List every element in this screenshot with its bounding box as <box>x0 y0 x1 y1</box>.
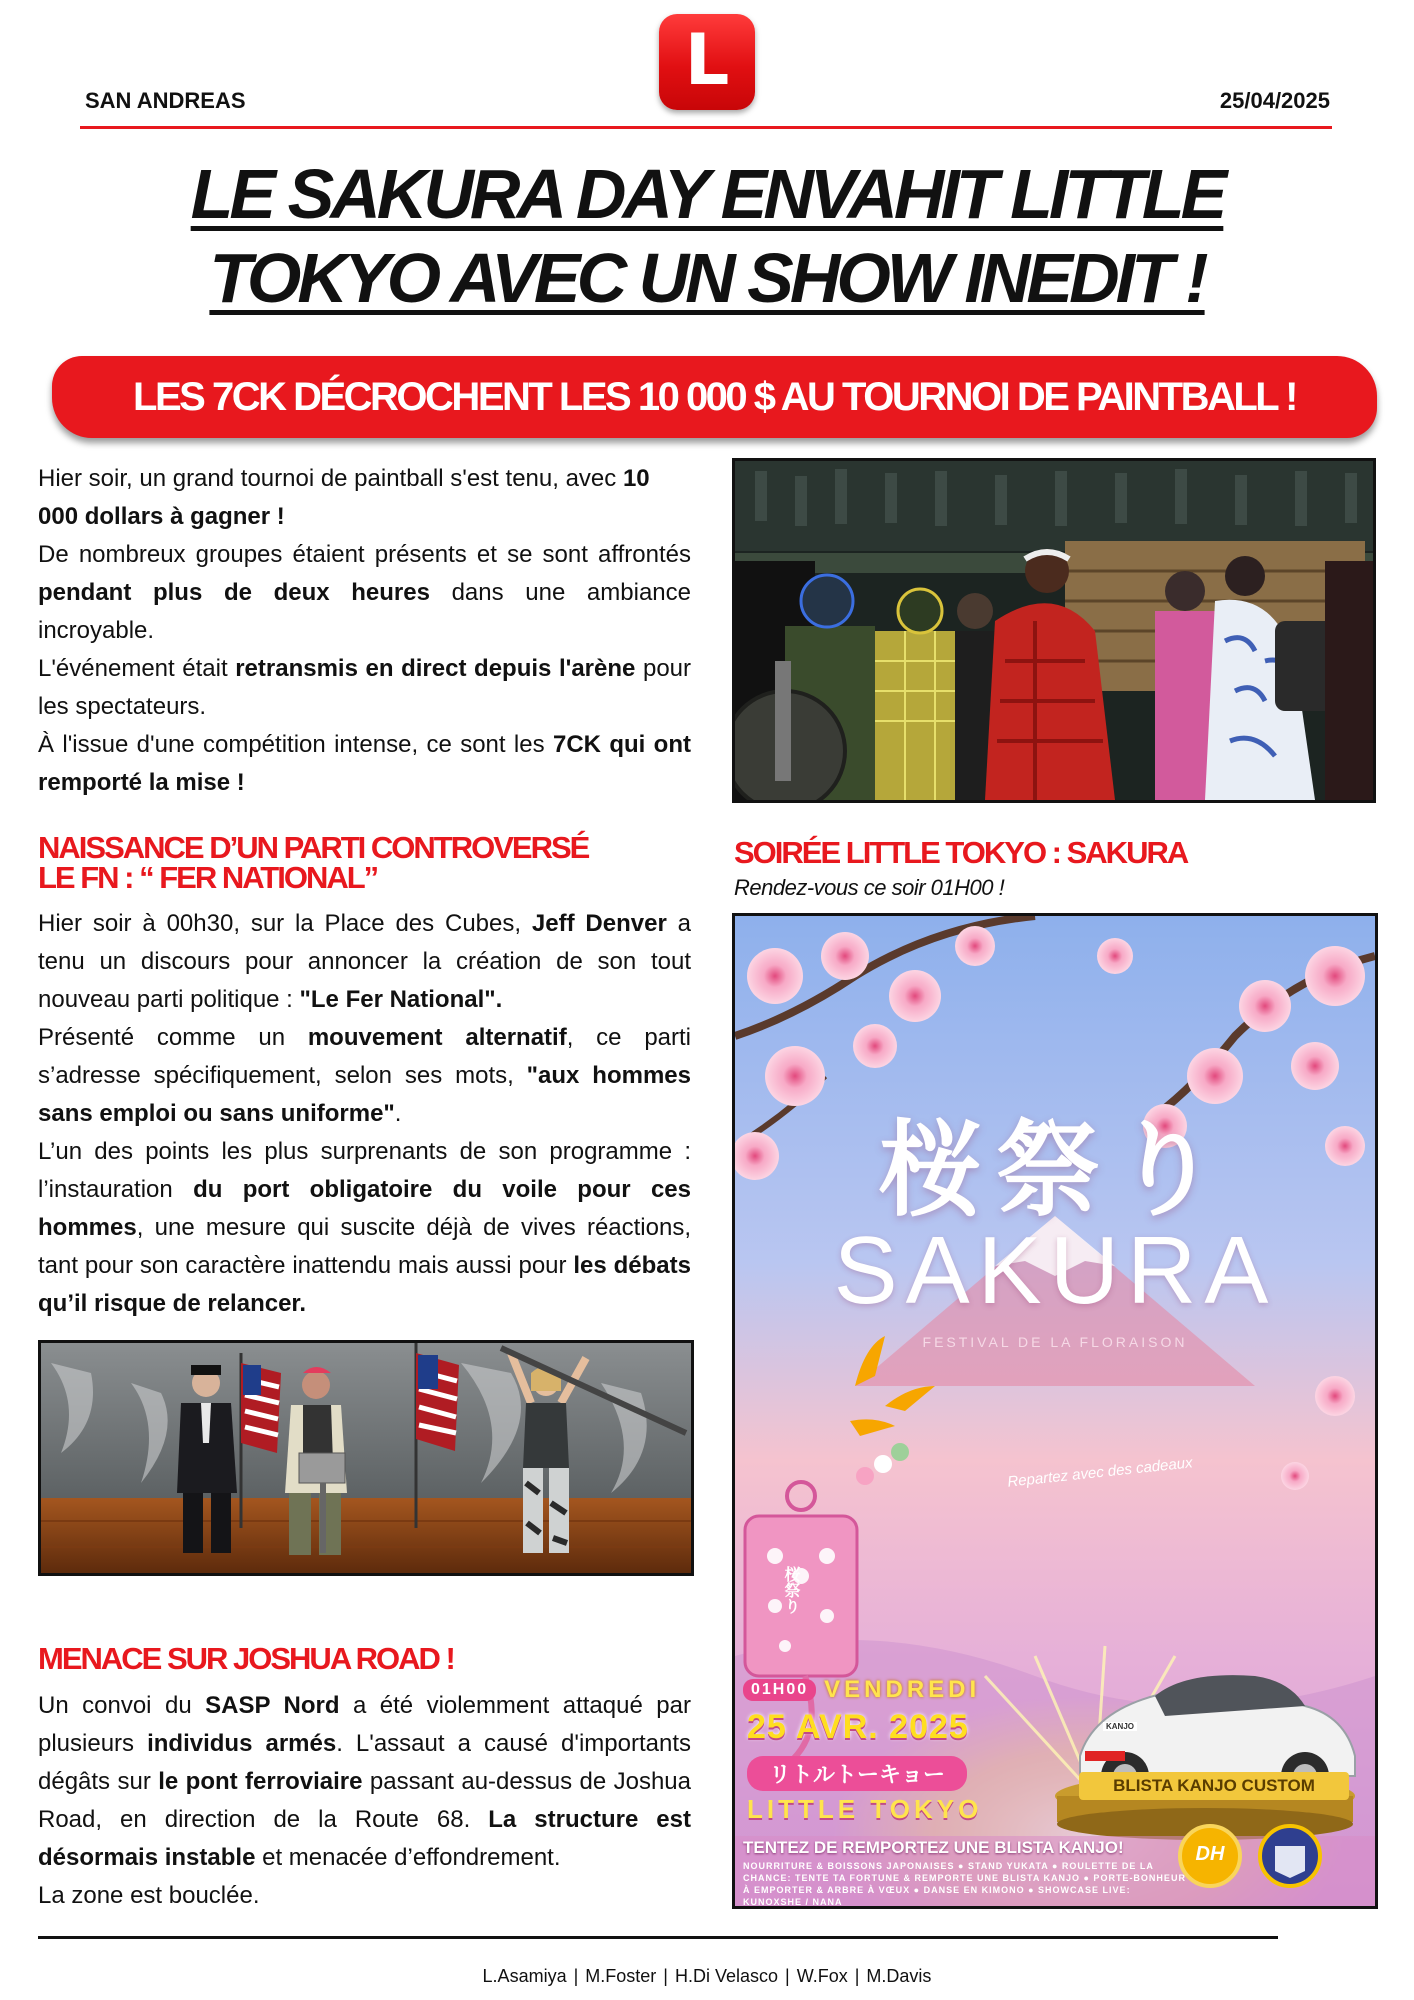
credit-author: W.Fox <box>796 1966 848 1986</box>
credit-author: M.Foster <box>585 1966 657 1986</box>
text-run-bold: pendant plus de deux heures <box>38 579 430 606</box>
poster-car-label: BLISTA KANJO CUSTOM <box>1079 1772 1349 1800</box>
text-run: L'événement était <box>38 655 236 682</box>
paintball-paragraph-4 <box>38 726 691 802</box>
text-run-bold: mouvement alternatif <box>307 1024 567 1051</box>
logo-letter: L <box>684 19 730 101</box>
credit-author: L.Asamiya <box>482 1966 567 1986</box>
poster-day: VENDREDI <box>824 1676 981 1703</box>
text-run-bold: 10 000 dollars à gagner ! <box>38 465 650 530</box>
footer-divider <box>38 1936 1278 1939</box>
text-run: a tenu un discours pour annoncer la création de son tout nouveau parti politique : <box>38 910 691 1013</box>
sakura-subtitle: Rendez-vous ce soir 01H00 ! <box>734 875 1005 900</box>
poster-kanji-title: 桜祭り <box>877 1109 1232 1231</box>
article-fn <box>38 905 691 1323</box>
paintball-photo <box>732 458 1376 803</box>
poster-car-plate: KANJO <box>1103 1722 1137 1731</box>
text-run: Hier soir, un grand tournoi de paintball s'est tenu, avec <box>38 465 623 492</box>
sakura-festival-poster <box>732 913 1378 1909</box>
text-run: L’un des points les plus surprenants de son programme : l’instauration <box>38 1138 691 1203</box>
fn-title-line-2: LE FN : “ FER NATIONAL” <box>38 860 378 895</box>
main-headline <box>100 152 1314 320</box>
text-run: et menacée d’effondrement. <box>255 1844 561 1871</box>
poster-place: LITTLE TOKYO <box>747 1794 983 1824</box>
credit-separator: | <box>573 1966 579 1986</box>
text-run: . L'assaut a causé d'importants dégâts sur <box>38 1730 692 1795</box>
text-run: Présenté comme un <box>38 1024 308 1051</box>
fn-paragraph-3 <box>38 1133 691 1323</box>
poster-festival-name: FESTIVAL DE LA FLORAISON <box>922 1334 1188 1350</box>
newspaper-logo <box>659 14 755 110</box>
poster-katakana: リトルトーキョー <box>747 1756 967 1791</box>
credit-author: H.Di Velasco <box>674 1966 779 1986</box>
article-joshua <box>38 1687 691 1915</box>
joshua-section-title: MENACE SUR JOSHUA ROAD ! <box>38 1641 454 1676</box>
text-run-bold: SASP Nord <box>205 1692 340 1719</box>
text-run-bold: 7CK qui ont remporté la mise ! <box>38 731 691 796</box>
author-credits <box>0 1966 1414 1987</box>
text-run-bold: "aux hommes sans emploi ou sans uniforme" <box>38 1062 691 1127</box>
text-run: Un convoi du <box>38 1692 206 1719</box>
text-run-bold: du port obligatoire du voile pour ces hommes <box>38 1176 691 1241</box>
text-run: dans une ambiance incroyable. <box>38 579 691 644</box>
text-run-bold: individus armés <box>147 1730 337 1757</box>
joshua-paragraph-1 <box>38 1687 691 1877</box>
headline-line-1: LE SAKURA DAY ENVAHIT LITTLE <box>190 155 1224 233</box>
text-run-bold: Jeff Denver <box>531 910 667 937</box>
issue-date: 25/04/2025 <box>1219 88 1330 113</box>
poster-details: NOURRITURE & BOISSONS JAPONAISES ● STAND YUKATA ● ROULETTE DE LA CHANCE: TENTE TA FORTUNE & REMPORTE UNE BLISTA KANJO ● PORTE-BONHEUR À EMPORTER & ARBRE À VŒUX ● DANSE EN KIMONO ● SHOWCASE LIVE: KUNOXSHE / NANA <box>743 1861 1186 1907</box>
text-run: a été violemment attaqué par plusieurs <box>38 1692 691 1757</box>
text-run-bold: retransmis en direct depuis l'arène <box>235 655 636 682</box>
fn-section-title <box>38 830 589 895</box>
fn-rally-illustration <box>41 1343 691 1573</box>
poster-sakura-word: SAKURA <box>833 1217 1277 1324</box>
credit-separator: | <box>663 1966 668 1986</box>
poster-date-row <box>743 1676 980 1704</box>
fn-rally-photo <box>38 1340 694 1576</box>
credit-author: M.Davis <box>866 1966 932 1986</box>
text-run-bold: La structure est désormais instable <box>38 1806 691 1871</box>
fn-paragraph-1 <box>38 905 691 1019</box>
paintball-paragraph-3 <box>38 650 691 726</box>
poster-time-badge: 01H00 <box>743 1679 816 1701</box>
fn-title-line-1: NAISSANCE D’UN PARTI CONTROVERSÉ <box>38 830 589 865</box>
sakura-section-title: SOIRÉE LITTLE TOKYO : SAKURA <box>734 835 1188 870</box>
headline-line-2: TOKYO AVEC UN SHOW INEDIT ! <box>209 239 1205 317</box>
banner-text: LES 7CK DÉCROCHENT LES 10 000 $ AU TOURNOI DE PAINTBALL ! <box>133 374 1296 419</box>
subheadline-banner <box>52 356 1377 438</box>
text-run-bold: "Le Fer National". <box>299 986 503 1013</box>
poster-omamori-text: 桜祭り <box>782 1566 799 1614</box>
poster-gift-note: Repartez avec des cadeaux <box>1006 1454 1194 1491</box>
text-run: , ce parti s’adresse spécifiquement, selon ses mots, <box>38 1024 692 1089</box>
text-run: passant au-dessus de Joshua Road, en direction de la Route 68. <box>38 1768 691 1833</box>
location-label: SAN ANDREAS <box>85 88 246 113</box>
text-run: À l'issue d'une compétition intense, ce sont les <box>38 731 553 758</box>
masthead-divider <box>80 126 1332 129</box>
poster-date: 25 AVR. 2025 <box>747 1708 969 1746</box>
paintball-paragraph-1 <box>38 460 691 536</box>
credit-separator: | <box>785 1966 790 1986</box>
text-run: pour les spectateurs. <box>38 655 692 720</box>
poster-contest: TENTEZ DE REMPORTEZ UNE BLISTA KANJO! <box>743 1838 1124 1857</box>
paintball-paragraph-2 <box>38 536 691 650</box>
text-run: , une mesure qui suscite déjà de vives réactions, tant pour son caractère inattendu mais aussi pour <box>38 1214 691 1279</box>
text-run-bold: le pont ferroviaire <box>158 1768 363 1795</box>
text-run: De nombreux groupes étaient présents et se sont affrontés <box>38 541 691 568</box>
joshua-paragraph-2: La zone est bouclée. <box>38 1882 260 1909</box>
paintball-crowd-illustration <box>735 461 1373 800</box>
fn-paragraph-2 <box>38 1019 691 1133</box>
credit-separator: | <box>854 1966 860 1986</box>
poster-sponsor-logo: DH <box>1195 1843 1225 1865</box>
text-run: Hier soir à 00h30, sur la Place des Cubes, <box>38 910 532 937</box>
text-run: . <box>394 1100 402 1127</box>
text-run-bold: les débats qu’il risque de relancer. <box>38 1252 691 1317</box>
article-paintball <box>38 460 691 802</box>
